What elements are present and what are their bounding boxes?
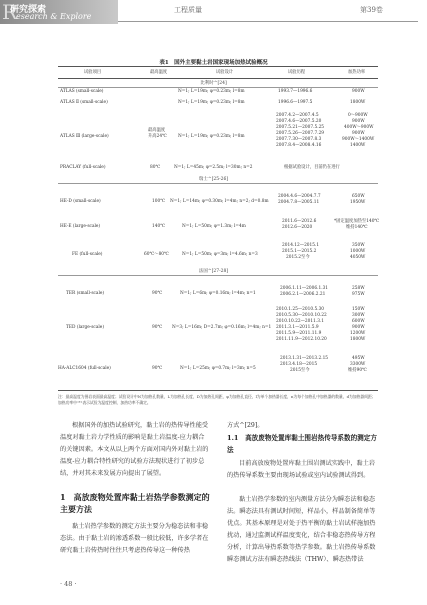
row-power: 维持140℃ (346, 225, 368, 230)
row-history: 2012.6—2020 (282, 225, 313, 230)
row-power: 1800W (350, 100, 366, 105)
row-design: N=1; L=6m; φ=0.16m; l=4m; n=1 (180, 291, 256, 296)
row-power: 1200W (350, 331, 366, 336)
row-temp: 90℃ (152, 291, 163, 296)
page-header (0, 0, 427, 24)
row-power: 350W (352, 243, 365, 248)
row-power: *固定温度加热至140℃ (334, 219, 380, 224)
journal-name-cn: 研究探索 (10, 5, 47, 15)
row-design: N=1; L=14m; φ=0.30m; l=4m; n=2; d=0.8m (170, 199, 269, 204)
table-bottom-rule (58, 390, 378, 391)
section-rule (58, 275, 378, 276)
row-power: 300W (352, 313, 365, 318)
row-history: 2006.2.1—2006.2.21 (280, 292, 326, 297)
row-power: 258W (352, 286, 365, 291)
journal-logo (0, 0, 118, 24)
row-design: N=1; L=19m; φ=0.23m; l=8m (178, 100, 245, 105)
row-temp: 140℃ (152, 224, 166, 229)
row-design: N=1; L=45m; φ=2.5m; l=30m; n=2 (174, 165, 253, 170)
row-history: 2010.10.22—2011.3.1 (276, 319, 325, 324)
right-paragraph-top: 方式^[29]。 (227, 422, 264, 429)
row-power: 975W (352, 292, 365, 297)
row-power: 900W (352, 119, 365, 124)
row-power: 维持90℃ (348, 368, 367, 373)
row-history: 2013.4.18—2015 (280, 362, 318, 367)
row-history: 2007.5.26—2007.7.29 (276, 131, 325, 136)
row-power: 650W (352, 194, 365, 199)
page-number: · 48 · (60, 580, 77, 588)
right-paragraph-1: 目前高放废物处置库黏土围岩测试实践中，黏土岩的热传导系数主要由现场试验或室内试验测试得到。 (227, 460, 376, 479)
row-history: 2007.4.2—2007.4.5 (276, 113, 319, 118)
row-temp: 60℃～80℃ (144, 252, 169, 257)
section-heading-1: 1 高放废物处置库黏土岩热学参数测定的主要方法 (60, 492, 210, 514)
row-design: N=3; L=16m; D=2.7m; φ=0.16m; l=4m; n=1 (172, 325, 272, 330)
section-title: 工程质量 (174, 6, 202, 14)
row-design: N=1; L=19m; φ=0.23m; l=8m (178, 134, 245, 139)
row-history: 1996.6—1997.5 (278, 100, 313, 105)
row-history: 2007.7.30—2007.8.3 (276, 137, 322, 142)
row-power: 4050W (350, 255, 366, 260)
row-history: 2006.1.11—2006.1.31 (280, 286, 329, 291)
journal-name-en: esearch & Explore (16, 12, 92, 21)
row-history: 2007.8.4—2008.4.16 (276, 143, 322, 148)
col-header-design: 试验设计 (216, 70, 234, 75)
row-history: 2013.1.31—2013.2.15 (280, 356, 329, 361)
table-note: 注：最高温度为围岩表面最高温度；试验设计中N为加热孔数量，L为加热孔长度，D为加热孔间距，φ为加热孔直径，l为单个加热器长度，n为每个加热孔中加热器的数量，d为加热器间距；加热功率中"*"表示试验为温度控制，加热功率不确定。 (58, 394, 376, 405)
row-history: 2015至今 (290, 368, 310, 373)
row-name: ATLAS (small-scale) (60, 89, 104, 94)
row-name: TER (small-scale) (66, 291, 105, 296)
subsection-heading-1-1: 1.1 高放废物处置库黏土围岩热传导系数的测定方法 (227, 434, 377, 454)
col-header-power: 加热功率 (348, 70, 366, 75)
row-power: 495W (352, 356, 365, 361)
col-header-project: 试验项目 (84, 70, 102, 75)
row-power: 900W (352, 131, 365, 136)
row-power: 1400W (350, 143, 366, 148)
row-history: 2015.1—2015.2 (282, 249, 317, 254)
row-power: 900W (352, 325, 365, 330)
row-history: 2004.7.8—2005.11 (278, 200, 320, 205)
left-paragraph-2: 黏土岩热学参数的测定方法主要分为稳态法和非稳态法。由于黏土岩的渗透系数一般比较低，许多学者在研究黏土岩传热时往往只考虑热传导这一种传热 (60, 523, 209, 554)
section-rule (58, 87, 378, 88)
row-name: TED (large-scale) (66, 325, 104, 330)
table-header-rule (58, 78, 378, 79)
table-top-rule (58, 66, 378, 67)
row-history: 1993.7—1996.6 (278, 89, 313, 94)
row-name: PRACLAY (full-scale) (60, 165, 106, 170)
row-power: 1800W (350, 337, 366, 342)
row-power: 400W～900W (344, 125, 374, 130)
col-header-max-temp: 最高温度 (150, 70, 168, 75)
row-history: 2010.1.25—2010.5.30 (276, 307, 325, 312)
section-rule (58, 183, 378, 184)
row-power: 150W (352, 307, 365, 312)
row-design: N=1; L=25m; φ=0.7m; l=3m; n=5 (180, 366, 256, 371)
row-design: N=1; L=50m; φ=1.3m; l=4m (182, 224, 246, 229)
section-switzerland: 瑞士^[25-26] (198, 177, 229, 182)
right-paragraph-2: 黏土岩热学参数的室内测量方法分为瞬态法和稳态法。瞬态法具有测试时间短，样品小，样品制备简单等优点。其基本原理是对处于热平衡的黏土岩试样施加热扰动，通过监测试样温度变化，结合非稳态热传导方程分析，计算出导热系数等热学参数。黏土岩热传导系数瞬态测试方法有瞬态热线法（THW）、瞬态热带法 (227, 496, 376, 563)
row-name: ATLAS Ⅲ (large-scale) (60, 134, 109, 139)
row-history: 2010.5.30—2010.10.22 (276, 313, 327, 318)
table-caption: 表1 国外主要黏土岩国家现场加热试验概况 (159, 60, 268, 66)
row-history: 2004.4.6—2004.7.7 (278, 194, 321, 199)
row-temp: 80℃ (150, 165, 161, 170)
row-temp: 90℃ (152, 366, 163, 371)
row-name: HE-E (large-scale) (60, 224, 101, 229)
row-history: 根据试验设计，目前仍在进行 (284, 165, 340, 170)
header-rule (118, 21, 418, 22)
row-name: FE (full-scale) (72, 252, 103, 257)
row-power: 600W (352, 319, 365, 324)
row-history: 2007.4.6—2007.5.20 (276, 119, 322, 124)
row-power: 900W～1400W (342, 137, 375, 142)
row-temp: 100℃ (152, 199, 166, 204)
row-name: HA-ALC1604 (full-scale) (58, 366, 111, 371)
row-power: 1000W (350, 249, 366, 254)
row-temp: 90℃ (152, 325, 163, 330)
journal-logo-initial: R (2, 0, 18, 24)
row-design: N=1; L=50m; φ=3m; l=4.6m; n=3 (182, 252, 258, 257)
row-name: ATLAS Ⅱ (small-scale) (60, 100, 108, 105)
row-history: 2011.3.1—2011.5.9 (276, 325, 319, 330)
row-history: 2011.6—2012.6 (282, 219, 317, 224)
row-history: 2011.5.9—2011.11.9 (276, 331, 322, 336)
left-paragraph-1: 根据国外的加热试验研究，黏土岩的热传导性能受温度对黏土岩力学性质的影响是黏土岩温度-应力耦合的关键因素。本文从以上两个方面对国内外对黏土岩的温度-应力耦合特性研究的试验方法现状进行了初步总结，并对其未来发展方向提出了展望。 (60, 422, 209, 477)
row-history: 2015.2至今 (286, 255, 310, 260)
row-power: 1950W (350, 200, 366, 205)
col-header-history: 试验历程 (288, 70, 306, 75)
row-history: 2014.12—2015.1 (282, 243, 320, 248)
row-history: 2011.11.9—2012.10.20 (276, 337, 327, 342)
row-power: 0～900W (348, 113, 368, 118)
volume-label: 第39卷 (360, 6, 383, 14)
row-temp: 最高温度 升高24℃ (148, 128, 167, 140)
row-name: HE-D (small-scale) (60, 199, 101, 204)
row-design: N=1; L=19m; φ=0.23m; l=8m (178, 89, 245, 94)
row-history: 2007.5.21—2007.5.25 (276, 125, 325, 130)
section-france: 法国^[27-28] (198, 269, 229, 274)
row-power: 3300W (350, 362, 366, 367)
row-power: 900W (352, 89, 365, 94)
section-belgium: 比利时^[24] (200, 81, 227, 86)
